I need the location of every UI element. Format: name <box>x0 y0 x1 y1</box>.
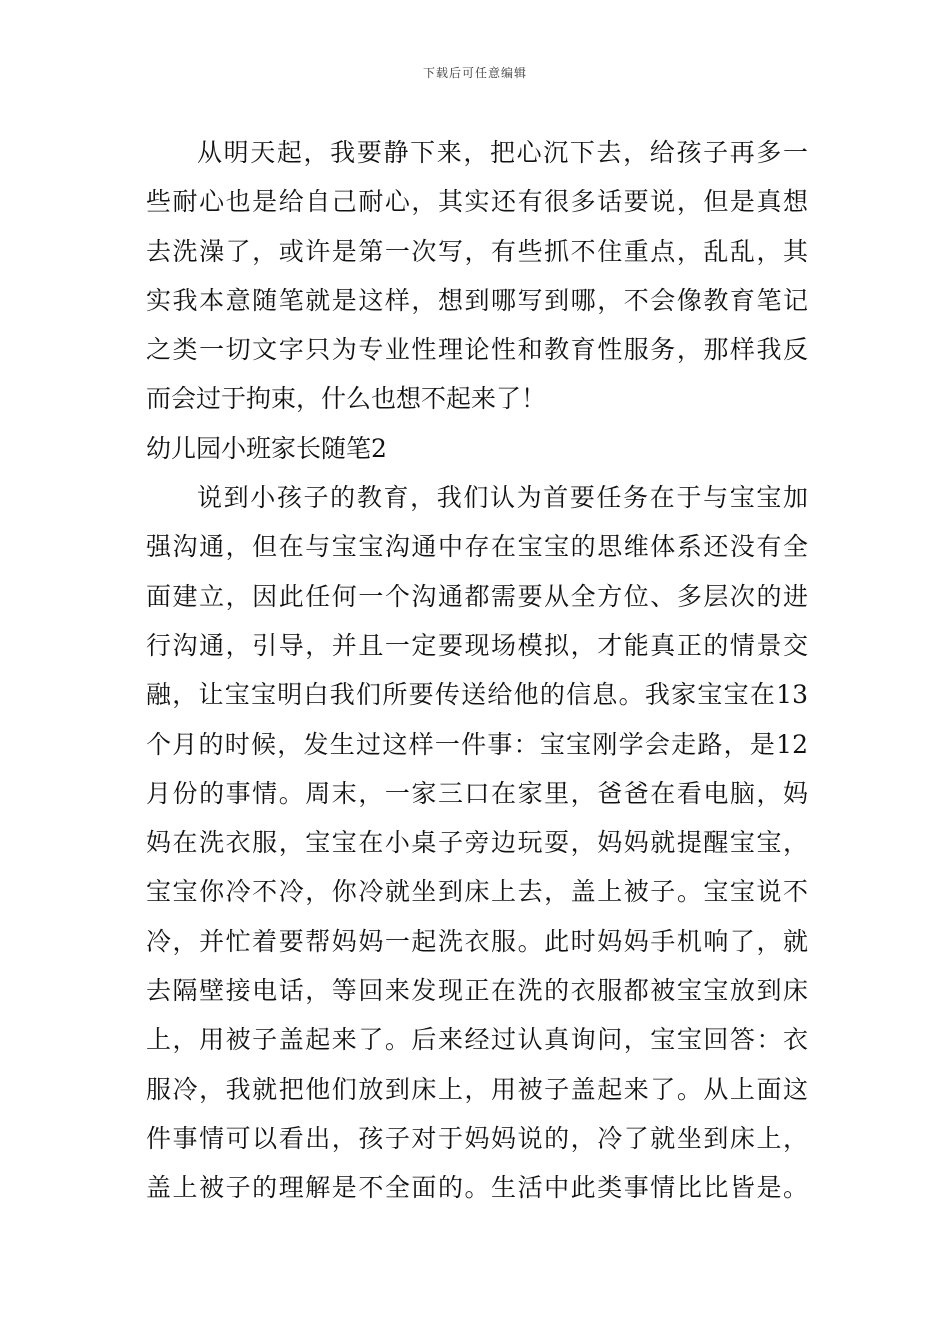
paragraph-2-line: 妈在洗衣服，宝宝在小桌子旁边玩耍，妈妈就提醒宝宝， <box>146 828 808 858</box>
paragraph-2-line: 件事情可以看出，孩子对于妈妈说的，冷了就坐到床上， <box>146 1123 808 1153</box>
paragraph-1-line: 从明天起，我要静下来，把心沉下去，给孩子再多一 <box>197 138 808 167</box>
section-title: 幼儿园小班家长随笔2 <box>146 433 387 463</box>
paragraph-1-line: 而会过于拘束，什么也想不起来了！ <box>146 384 547 414</box>
paragraph-2-line: 服冷，我就把他们放到床上，用被子盖起来了。从上面这 <box>146 1074 808 1104</box>
paragraph-2-line: 盖上被子的理解是不全面的。生活中此类事情比比皆是。 <box>146 1173 808 1203</box>
paragraph-2-line: 月份的事情。周末，一家三口在家里，爸爸在看电脑，妈 <box>146 778 808 808</box>
paragraph-2-line: 冷，并忙着要帮妈妈一起洗衣服。此时妈妈手机响了，就 <box>146 926 808 956</box>
paragraph-2-line: 宝宝你冷不冷，你冷就坐到床上去，盖上被子。宝宝说不 <box>146 877 808 907</box>
paragraph-2-line: 面建立，因此任何一个沟通都需要从全方位、多层次的进 <box>146 581 808 611</box>
paragraph-1-line: 些耐心也是给自己耐心，其实还有很多话要说，但是真想 <box>146 187 808 217</box>
page-header: 下载后可任意编辑 <box>422 66 527 80</box>
paragraph-2-line: 强沟通，但在与宝宝沟通中存在宝宝的思维体系还没有全 <box>146 532 808 562</box>
document-body <box>146 128 808 1213</box>
paragraph-2-line: 融，让宝宝明白我们所要传送给他的信息。我家宝宝在13 <box>146 680 808 710</box>
paragraph-1-line: 之类一切文字只为专业性理论性和教育性服务，那样我反 <box>146 335 808 365</box>
paragraph-2-line: 上，用被子盖起来了。后来经过认真询问，宝宝回答：衣 <box>146 1025 808 1055</box>
paragraph-1-line: 去洗澡了，或许是第一次写，有些抓不住重点，乱乱，其 <box>146 236 808 266</box>
paragraph-2-line: 说到小孩子的教育，我们认为首要任务在于与宝宝加 <box>197 483 808 513</box>
paragraph-2-line: 个月的时候，发生过这样一件事：宝宝刚学会走路，是12 <box>146 729 808 759</box>
paragraph-1-line: 实我本意随笔就是这样，想到哪写到哪，不会像教育笔记 <box>146 285 808 315</box>
paragraph-2-line: 去隔壁接电话，等回来发现正在洗的衣服都被宝宝放到床 <box>146 976 808 1006</box>
paragraph-2-line: 行沟通，引导，并且一定要现场模拟，才能真正的情景交 <box>146 630 808 660</box>
